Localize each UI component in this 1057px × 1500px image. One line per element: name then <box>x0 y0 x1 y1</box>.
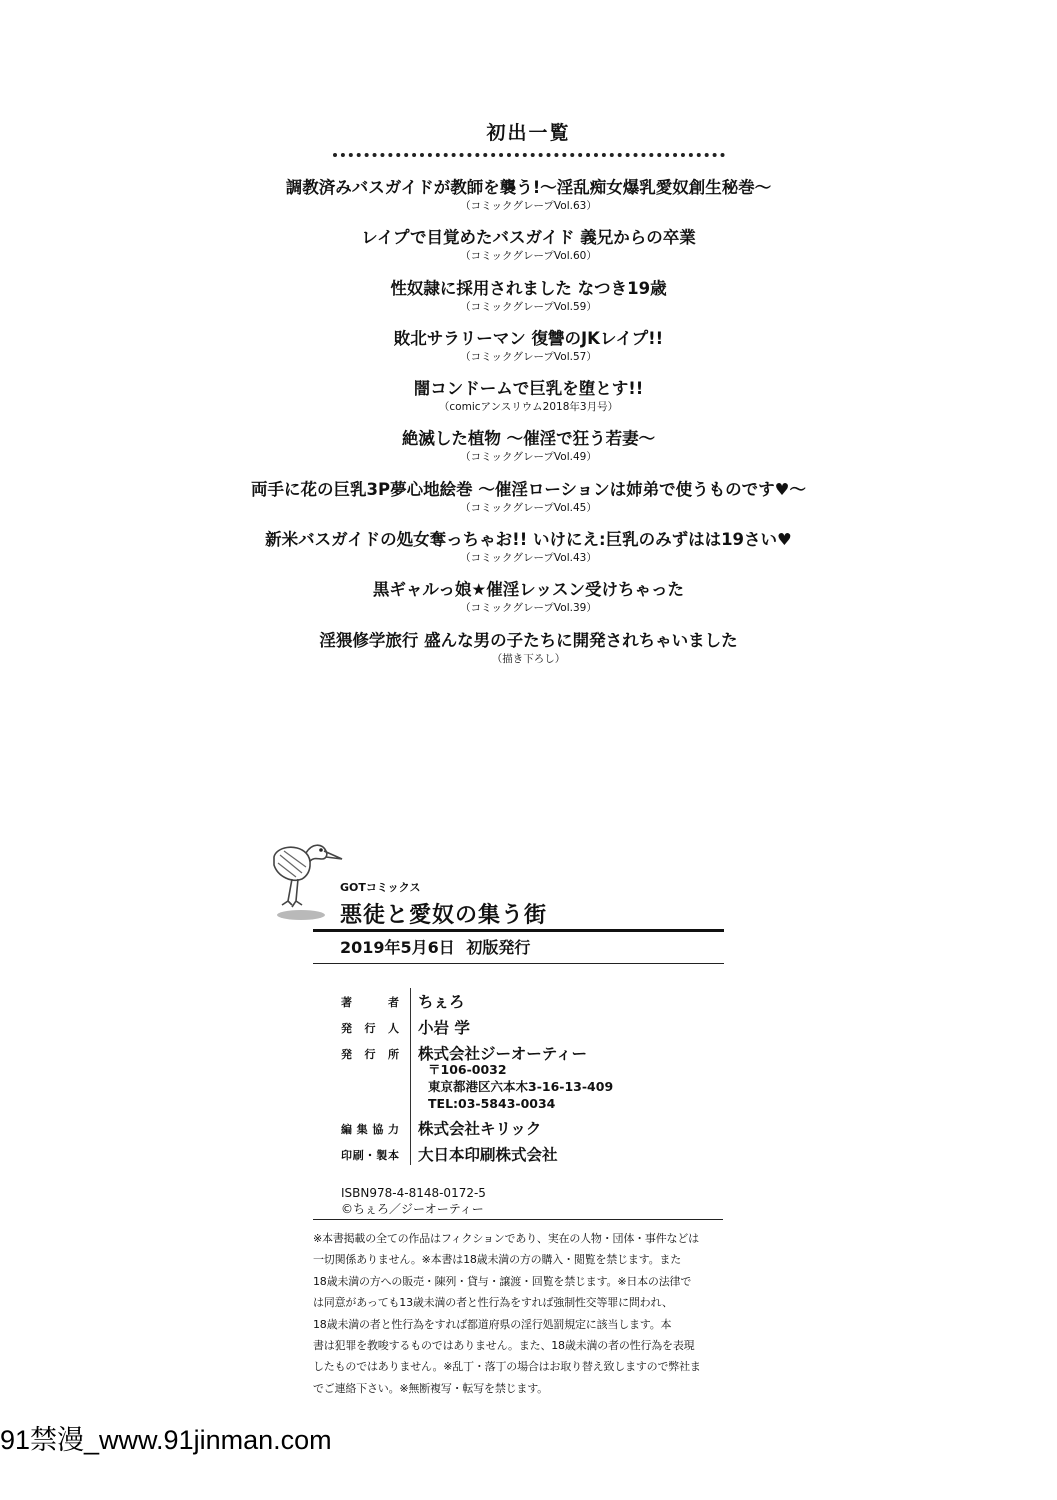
toc-item-source: （コミックグレープVol.57） <box>460 350 597 363</box>
toc-item-source: （コミックグレープVol.60） <box>460 250 597 263</box>
author-name: ちぇろ <box>418 993 465 1011</box>
toc-item <box>0 277 1057 327</box>
toc-item-title: 調教済みバスガイドが教師を襲う!〜淫乱痴女爆乳愛奴創生秘巻〜 <box>285 178 772 197</box>
notice-line: したものではありません。※乱丁・落丁の場合はお取り替え致しますので弊社ま <box>313 1360 701 1374</box>
toc-item <box>0 327 1057 377</box>
toc-title: 初出一覧 <box>486 122 571 144</box>
toc-item-source: （comicアンスリウム2018年3月号） <box>438 401 619 414</box>
toc-item-source: （描き下ろし） <box>491 652 566 665</box>
printing-company: 大日本印刷株式会社 <box>418 1146 558 1164</box>
toc-item <box>0 226 1057 276</box>
toc-item-title: 敗北サラリーマン 復讐のJKレイプ!! <box>393 328 664 348</box>
toc-item-title: 闇コンドームで巨乳を堕とす!! <box>413 379 644 399</box>
notice-line: 一切関係ありません。※本書は18歳未満の方の購入・閲覧を禁じます。また <box>313 1253 681 1267</box>
dotted-divider <box>333 153 725 157</box>
editing-label: 編集協力 <box>341 1123 399 1136</box>
divider <box>313 929 724 932</box>
toc-item-source: （コミックグレープVol.39） <box>460 602 597 615</box>
notice-line: 書は犯罪を教唆するものではありません。また、18歳未満の者の性行為を表現 <box>313 1339 695 1353</box>
toc-item <box>0 427 1057 477</box>
publisher-name: 株式会社ジーオーティー <box>418 1045 587 1063</box>
series-label: GOTコミックス <box>340 881 421 894</box>
toc-item-title: 絶滅した植物 〜催淫で狂う若妻〜 <box>401 429 656 449</box>
toc-item-title: 新米バスガイドの処女奪っちゃお!! いけにえ:巨乳のみずはは19さい♥ <box>265 530 792 550</box>
author-label: 著者 <box>341 996 399 1009</box>
toc-item-source: （コミックグレープVol.63） <box>460 200 597 212</box>
toc-item-source: （コミックグレープVol.43） <box>460 552 597 565</box>
divider <box>313 963 724 964</box>
notice-line: は同意があっても13歳未満の者と性行為をすれば強制性交等罪に問われ、 <box>313 1296 673 1310</box>
toc-item <box>0 478 1057 528</box>
publisher-label: 発行所 <box>341 1048 399 1061</box>
toc-item-title: レイプで目覚めたバスガイド 義兄からの卒業 <box>361 228 696 248</box>
toc-item-title: 黒ギャルっ娘★催淫レッスン受けちゃった <box>372 580 685 600</box>
toc-item-source: （コミックグレープVol.45） <box>460 501 597 514</box>
publisher-person-label: 発行人 <box>341 1022 399 1035</box>
isbn: ISBN978-4-8148-0172-5 <box>341 1186 486 1200</box>
toc-item-title: 性奴隷に採用されました なつき19歳 <box>390 278 667 298</box>
toc-item-source: （コミックグレープVol.59） <box>460 300 597 313</box>
notice-line: 18歳未満の方への販売・陳列・貸与・譲渡・回覧を禁じます。※日本の法律で <box>313 1274 692 1288</box>
toc-item <box>0 377 1057 427</box>
toc-list <box>0 176 1057 679</box>
notice-line: でご連絡下さい。※無断複写・転写を禁じます。 <box>313 1381 548 1395</box>
toc-item <box>0 176 1057 226</box>
publication-date: 2019年5月6日 初版発行 <box>340 938 531 957</box>
copyright: ©ちぇろ／ジーオーティー <box>341 1202 484 1216</box>
toc-item-title: 淫猥修学旅行 盛んな男の子たちに開発されちゃいました <box>319 630 738 650</box>
notice-line: 18歳未満の者と性行為をすれば都道府県の淫行処罰規定に該当します。本 <box>313 1317 672 1331</box>
legal-notice <box>313 1219 723 1399</box>
toc-item <box>0 629 1057 679</box>
isbn-block <box>341 1185 486 1217</box>
watermark: 91禁漫_www.91jinman.com <box>0 1425 332 1455</box>
toc-item-title: 両手に花の巨乳3P夢心地絵巻 〜催淫ローションは姉弟で使うものです♥〜 <box>251 479 806 499</box>
editing-company: 株式会社キリック <box>418 1120 542 1138</box>
credits-separator <box>410 988 411 1165</box>
book-title: 悪徒と愛奴の集う街 <box>340 903 548 928</box>
telephone: TEL:03-5843-0034 <box>428 1096 556 1111</box>
toc-item <box>0 528 1057 578</box>
address: 東京都港区六本木3-16-13-409 <box>428 1079 614 1094</box>
toc-item-source: （コミックグレープVol.49） <box>460 451 597 464</box>
postal-code: 〒106-0032 <box>428 1062 507 1077</box>
toc-item <box>0 578 1057 628</box>
printing-label: 印刷・製本 <box>341 1149 399 1162</box>
publisher-person-name: 小岩 学 <box>418 1019 470 1037</box>
notice-line: ※本書掲載の全ての作品はフィクションであり、実在の人物・団体・事件などは <box>313 1232 699 1245</box>
